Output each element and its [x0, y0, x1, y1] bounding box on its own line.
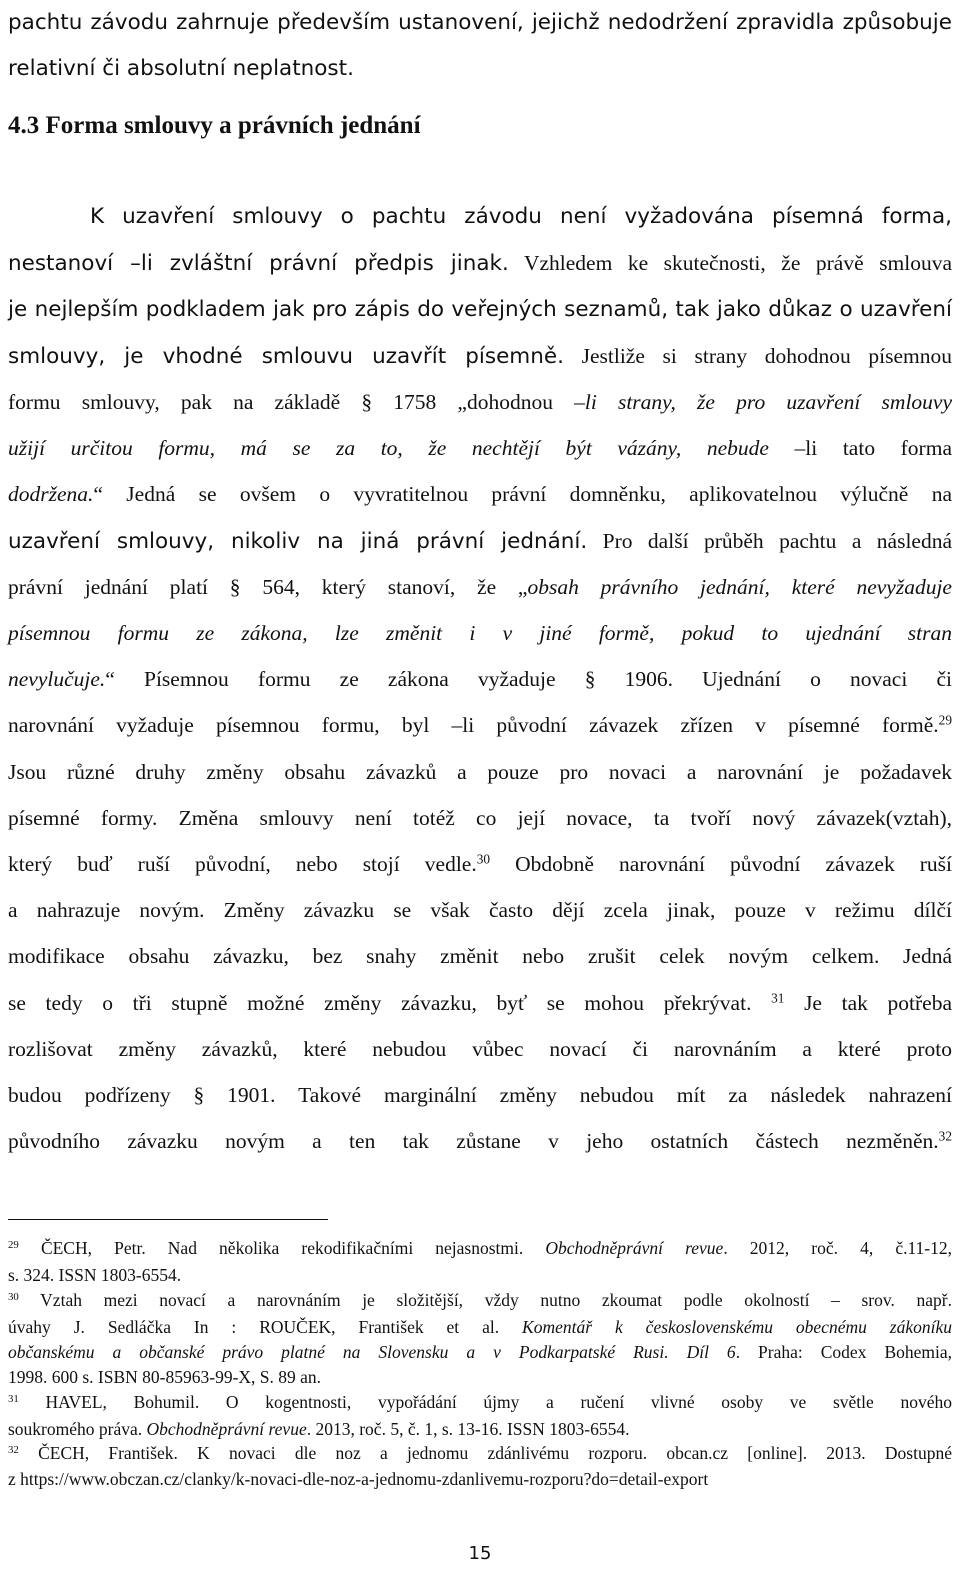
footnote-32-link[interactable]: z https://www.obczan.cz/clanky/k-novaci-dle-noz-a-jednomu-zdanlivemu-rozporu?do=detail-export: [8, 1469, 709, 1489]
italic-quote: obsah právního jednání, které nevyžaduje: [527, 575, 952, 599]
footnote-number: 32: [8, 1444, 19, 1457]
text-line: [8, 620, 952, 646]
text-span: původního závazku novým a ten tak zůstane v jeho ostatních částech nezměněn.: [8, 1129, 939, 1153]
text-span: právní jednání platí § 564, který stanoví, že „: [8, 575, 528, 599]
footnote-text: . 2012, roč. 4, č.11-12,: [723, 1238, 953, 1258]
text-line: [8, 990, 952, 1016]
text-line: [8, 389, 952, 415]
footnote-29-cont: s. 324. ISSN 1803-6554.: [8, 1265, 182, 1285]
footnote-text: HAVEL, Bohumil. O kogentnosti, vypořádání újmy a ručení vlivné osoby ve světle nového: [18, 1392, 952, 1412]
text-span: –li tato forma: [768, 436, 952, 460]
text-span: se tedy o tři stupně možné změny závazku, byť se mohou překrývat.: [8, 991, 772, 1015]
text-line: budou podřízeny § 1901. Takové marginální změny nebudou mít za následek nahrazení: [8, 1083, 952, 1107]
text-line: [8, 574, 952, 600]
text-line: relativní či absolutní neplatnost.: [8, 56, 354, 81]
text-line: modifikace obsahu závazku, bez snahy změnit nebo zrušit celek novým celkem. Jedná: [8, 944, 952, 968]
footnote-italic: Obchodněprávní revue: [545, 1238, 724, 1258]
page-number: 15: [468, 1543, 492, 1564]
text-span: Jestliže si strany dohodnou písemnou: [563, 344, 952, 368]
footnote-text: úvahy J. Sedláčka In : ROUČEK, František et al.: [8, 1317, 523, 1337]
text-span: Pro další průběh pachtu a následná: [587, 529, 953, 553]
text-line: a nahrazuje novým. Změny závazku se však často dějí zcela jinak, pouze v režimu dílčí: [8, 898, 952, 922]
text-span: “ Písemnou formu ze zákona vyžaduje § 1906. Ujednání o novaci či: [105, 667, 952, 691]
footnote-32: [8, 1443, 952, 1463]
text-span: Vzhledem ke skutečnosti, že právě smlouva: [508, 251, 953, 275]
text-span: který buď ruší původní, nebo stojí vedle.: [8, 852, 477, 876]
text-line: rozlišovat změny závazků, které nebudou vůbec novací či narovnáním a které proto: [8, 1037, 952, 1061]
text-line: je nejlepším podkladem jak pro zápis do veřejných seznamů, tak jako důkaz o uzavření: [8, 297, 952, 322]
footnote-text: . 2013, roč. 5, č. 1, s. 13-16. ISSN 1803-6554.: [306, 1419, 630, 1439]
text-line: [8, 435, 952, 461]
footnote-number: 30: [8, 1291, 19, 1304]
text-line: [8, 666, 952, 692]
text-line: pachtu závodu zahrnuje především ustanovení, jejichž nedodržení zpravidla způsobuje: [8, 10, 952, 35]
footnote-text: ČECH, Petr. Nad několika rekodifikačními nejasnostmi.: [18, 1238, 546, 1258]
footnote-ref-31[interactable]: 31: [771, 990, 785, 1006]
text-line: [8, 851, 952, 877]
italic-quote: písemnou formu ze zákona, lze změnit i v jiné formě, pokud to ujednání stran: [8, 621, 952, 645]
footnote-ref-30[interactable]: 30: [476, 851, 491, 867]
footnote-italic: Obchodněprávní revue: [146, 1419, 307, 1439]
text-line: [8, 1128, 952, 1154]
text-span: narovnání vyžaduje písemnou formu, byl –li původní závazek zřízen v písemné formě.: [8, 713, 939, 737]
footnote-31-cont: [8, 1419, 952, 1439]
footnote-text: Vztah mezi novací a narovnáním je složitější, vždy nutno zkoumat podle okolností – srov. např.: [18, 1290, 952, 1310]
italic-quote: nevylučuje.: [8, 667, 106, 691]
footnote-30: [8, 1290, 952, 1310]
text-span: Je tak potřeba: [784, 991, 952, 1015]
text-line: [8, 343, 952, 370]
footnote-number: 31: [8, 1393, 19, 1406]
text-span: Obdobně narovnání původní závazek ruší: [490, 852, 952, 876]
italic-quote: dodržena.: [8, 482, 94, 506]
footnote-number: 29: [8, 1239, 19, 1252]
text-span: “ Jedná se ovšem o vyvratitelnou právní domněnku, aplikovatelnou výlučně na: [93, 482, 952, 506]
italic-quote: užijí určitou formu, má se za to, že nechtějí být vázány, nebude: [8, 436, 769, 460]
footnote-italic: Komentář k československému obecnému zákoníku: [522, 1317, 952, 1337]
footnote-30-cont: [8, 1342, 952, 1362]
footnote-29: [8, 1238, 952, 1258]
footnote-31: [8, 1392, 952, 1412]
text-line: [8, 528, 952, 555]
footnote-30-cont: 1998. 600 s. ISBN 80-85963-99-X, S. 89 an.: [8, 1367, 322, 1387]
text-span: nestanoví –li zvláštní právní předpis jinak.: [8, 251, 509, 276]
text-line: K uzavření smlouvy o pachtu závodu není vyžadována písemná forma,: [90, 204, 952, 229]
footnote-italic: občanskému a občanské právo platné na Slovensku a v Podkarpatské Rusi. Díl 6: [8, 1342, 736, 1362]
italic-quote: li strany, že pro uzavření smlouvy: [584, 390, 952, 414]
text-span: uzavření smlouvy, nikoliv na jiná právní jednání.: [8, 529, 588, 554]
footnote-separator: [8, 1219, 328, 1220]
text-line: písemné formy. Změna smlouvy není totéž co její novace, ta tvoří nový závazek(vztah),: [8, 806, 952, 830]
footnote-ref-29[interactable]: 29: [938, 712, 952, 728]
text-line: Jsou různé druhy změny obsahu závazků a pouze pro novaci a narovnání je požadavek: [8, 760, 952, 784]
text-line: [8, 250, 952, 277]
text-span: formu smlouvy, pak na základě § 1758 „dohodnou –: [8, 390, 585, 414]
footnote-text: soukromého práva.: [8, 1419, 147, 1439]
text-line: [8, 712, 952, 738]
footnote-text: . Praha: Codex Bohemia,: [735, 1342, 952, 1362]
section-heading: 4.3 Forma smlouvy a právních jednání: [8, 112, 421, 139]
footnote-30-cont: [8, 1317, 952, 1337]
footnote-ref-32[interactable]: 32: [938, 1128, 952, 1144]
text-line: [8, 481, 952, 507]
text-span: smlouvy, je vhodné smlouvu uzavřít písemně.: [8, 344, 564, 369]
footnote-text: ČECH, František. K novaci dle noz a jednomu zdánlivému rozporu. obcan.cz [online]. 2013. Dostupné: [18, 1443, 952, 1463]
